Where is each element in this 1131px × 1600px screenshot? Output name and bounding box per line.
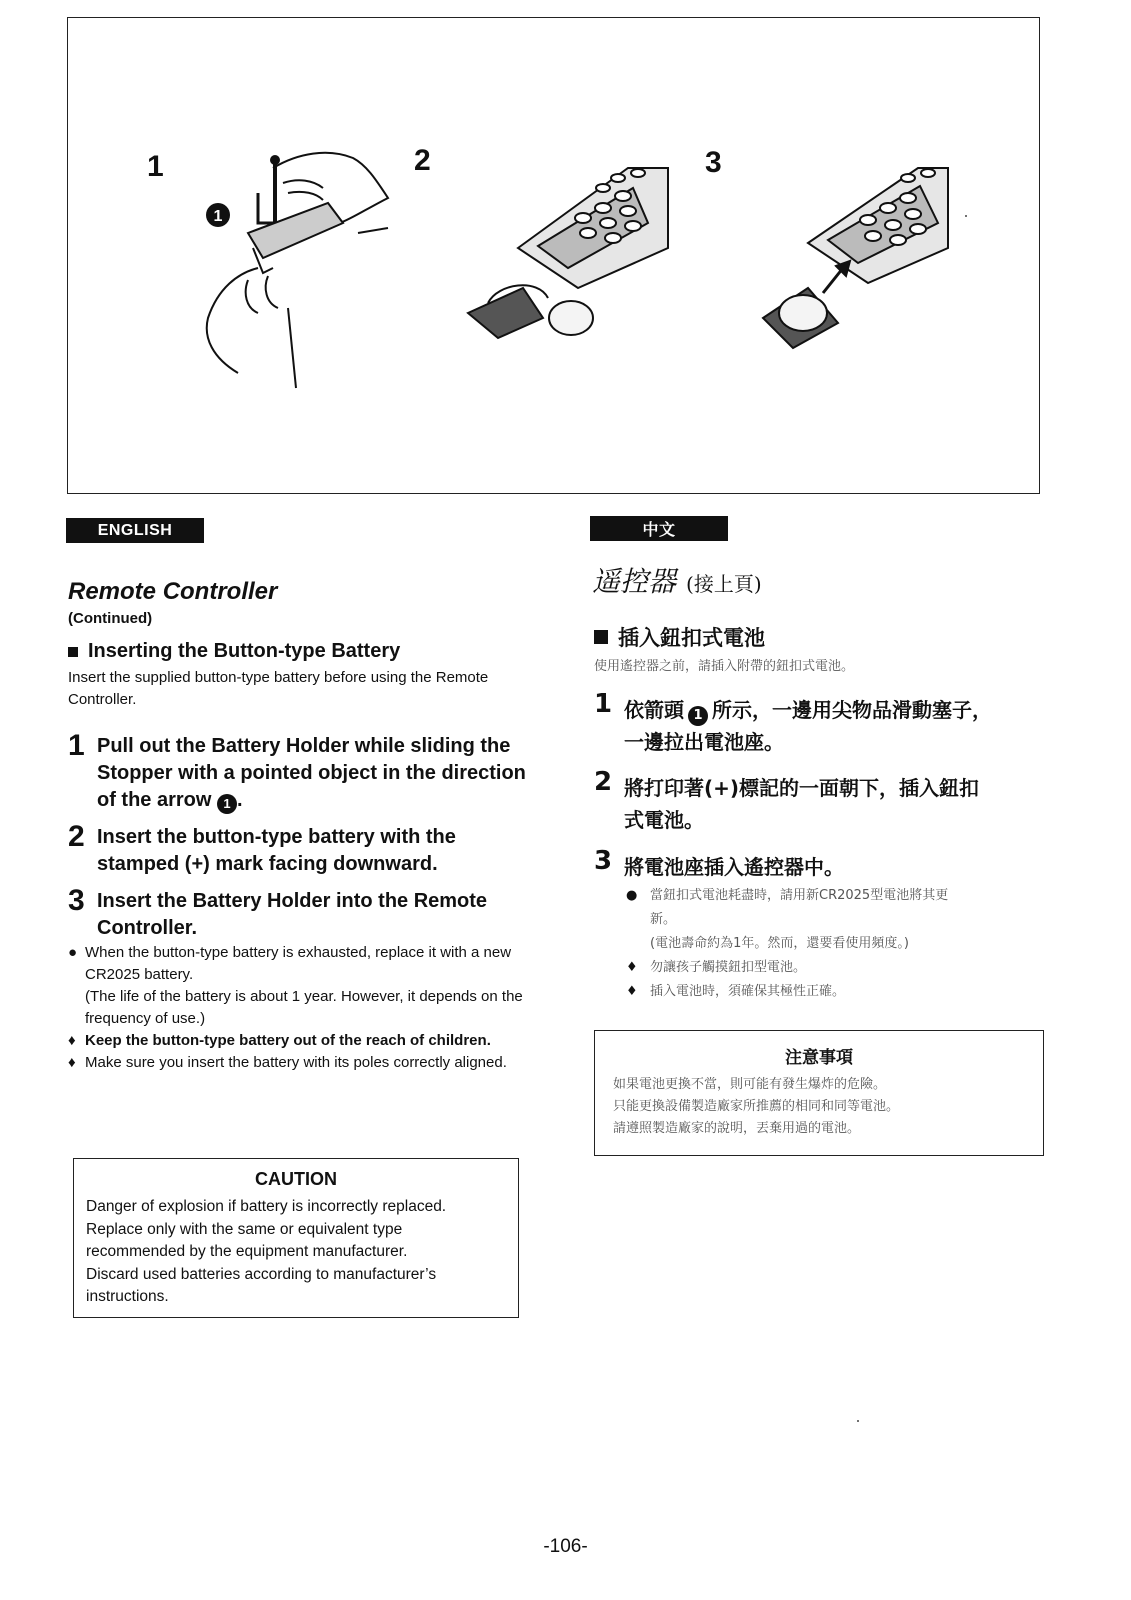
square-bullet-icon (594, 630, 608, 644)
step1-arrow-marker (206, 203, 230, 227)
english-notes (68, 942, 538, 1074)
bullet-dot-icon: ● (68, 944, 78, 961)
step-text: Pull out the Battery Holder while sliding the Stopper with a pointed object in the direction of the arrow 1 . (97, 733, 538, 814)
step-number: 3 (594, 846, 613, 876)
step-number: 3 (68, 884, 85, 917)
illustration-box (67, 17, 1040, 494)
note-item: ● When the button-type battery is exhausted, replace it with a new CR2025 battery. (The life of the battery is about 1 year. However, it depends on the frequency of use.) (68, 944, 523, 1027)
chinese-intro-text: 使用遙控器之前，請插入附帶的鈕扣式電池。 (594, 658, 855, 673)
step-number-1: 1 (147, 150, 164, 183)
note-item: ● 當鈕扣式電池耗盡時，請用新CR2025型電池將其更 新。 (電池壽命約為1年。然而，還要看使用頻度。) (622, 884, 1047, 956)
chinese-page-title: 遥控器 (接上頁) (592, 565, 762, 598)
note-item: ♦ 插入電池時，須確保其極性正確。 (622, 980, 1047, 1004)
arrow-1-marker-icon: 1 (688, 706, 708, 726)
caution-title: CAUTION (255, 1169, 337, 1189)
chinese-step-2 (594, 767, 1054, 836)
chinese-section-heading: 插入鈕扣式電池 (594, 622, 765, 652)
step-text: Insert the Battery Holder into the Remote Controller. (97, 890, 488, 939)
chinese-caution-box (594, 1030, 1044, 1156)
caution-line: 請遵照製造廠家的說明，丟棄用過的電池。 (613, 1121, 861, 1136)
step1-hand-drawing (207, 153, 388, 388)
english-section-heading (68, 640, 400, 663)
caution-line: 如果電池更換不當，則可能有發生爆炸的危險。 (613, 1077, 887, 1092)
english-section-heading-text: Inserting the Button-type Battery (88, 640, 401, 662)
step-number: 1 (68, 729, 85, 762)
step-text: 將電池座插入遙控器中。 (624, 855, 844, 879)
english-page-subtitle: (Continued) (68, 610, 153, 627)
note-item: ♦ Make sure you insert the battery with its poles correctly aligned. (68, 1052, 538, 1074)
english-step-3 (68, 884, 538, 942)
bullet-dot-icon: ● (626, 888, 638, 903)
scan-speck (857, 1420, 859, 1422)
english-caution-box (73, 1158, 519, 1318)
square-bullet-icon (68, 647, 78, 657)
english-language-tab: ENGLISH (66, 518, 204, 543)
step-number-2: 2 (414, 144, 431, 177)
step-text: Insert the button-type battery with the stamped (+) mark facing downward. (97, 826, 456, 875)
step-number: 2 (594, 767, 613, 797)
english-step-2 (68, 820, 538, 878)
scan-speck (965, 215, 967, 217)
note-item: ♦ Keep the button-type battery out of the reach of children. (68, 1030, 538, 1052)
step-text: 依箭頭 1 所示，一邊用尖物品滑動塞子， 一邊拉出電池座。 (624, 698, 992, 754)
diamond-bullet-icon: ♦ (626, 960, 638, 975)
arrow-1-marker-icon: 1 (217, 794, 237, 814)
caution-line: Discard used batteries according to manufacturer’s (86, 1265, 437, 1283)
caution-line: 只能更換設備製造廠家所推薦的相同和同等電池。 (613, 1099, 900, 1114)
battery-insertion-illustration (68, 18, 1041, 495)
step-number: 2 (68, 820, 85, 853)
english-step-1 (68, 729, 538, 814)
step-text: 將打印著(+)標記的一面朝下，插入鈕扣 式電池。 (624, 776, 980, 832)
caution-title: 注意事項 (785, 1048, 853, 1068)
chinese-step-3 (594, 846, 1054, 883)
note-item: ♦ 勿讓孩子觸摸鈕扣型電池。 (622, 956, 1047, 980)
chinese-notes (622, 884, 1047, 1004)
svg-text:1: 1 (213, 208, 223, 225)
step-number: 1 (594, 689, 613, 719)
diamond-bullet-icon: ♦ (68, 1032, 76, 1049)
english-intro-text: Insert the supplied button-type battery before using the Remote Controller. (68, 669, 489, 708)
caution-line: Replace only with the same or equivalent type (86, 1220, 403, 1238)
page-number: -106- (543, 1536, 588, 1557)
step-number-3: 3 (705, 146, 722, 179)
chinese-step-1 (594, 689, 1054, 758)
diamond-bullet-icon: ♦ (626, 984, 638, 999)
caution-line: Danger of explosion if battery is incorrectly replaced. (86, 1198, 447, 1215)
diamond-bullet-icon: ♦ (68, 1054, 76, 1071)
step3-remote-drawing (763, 168, 948, 348)
chinese-language-tab: 中文 (590, 516, 728, 541)
caution-line: recommended by the equipment manufacturer. (86, 1243, 408, 1260)
english-page-title: Remote Controller (68, 578, 278, 605)
step2-remote-drawing (468, 168, 668, 338)
caution-line: instructions. (86, 1288, 169, 1305)
